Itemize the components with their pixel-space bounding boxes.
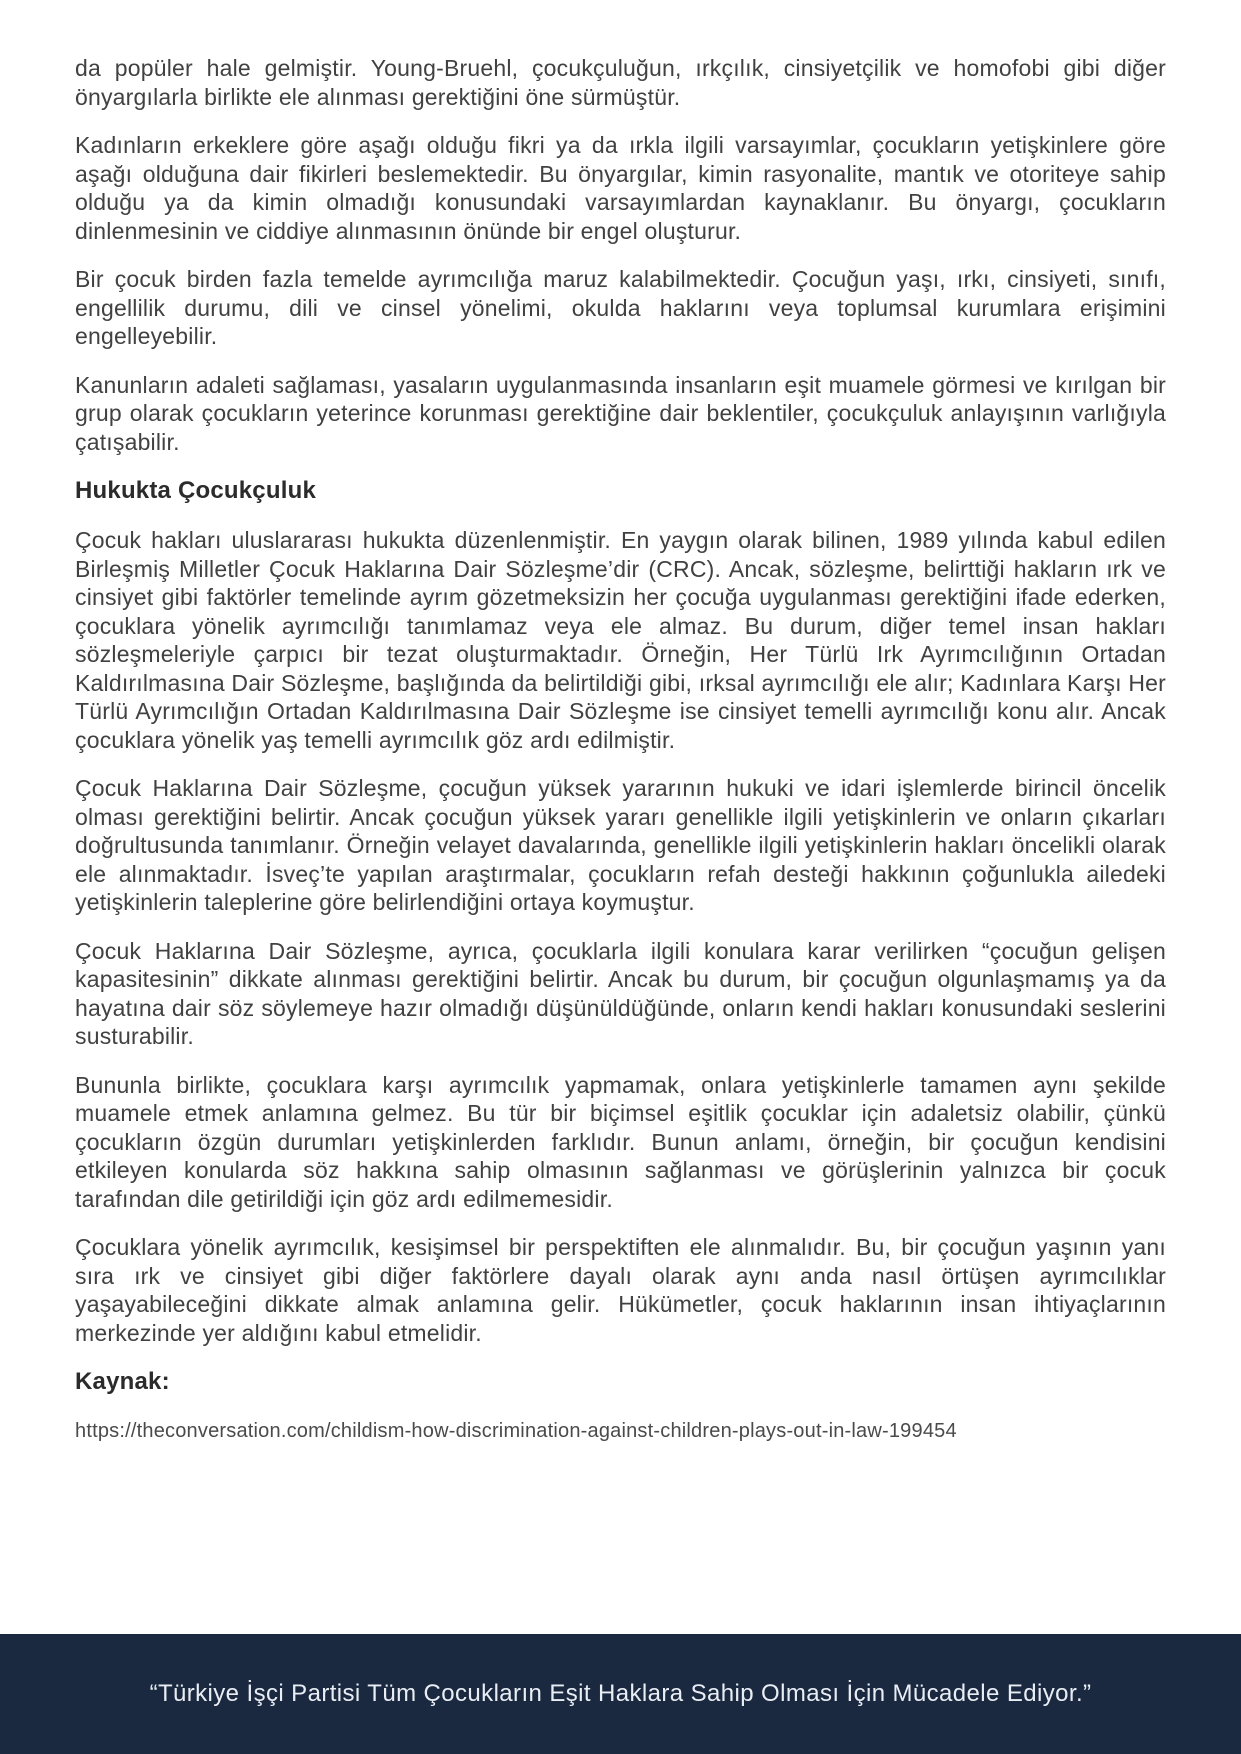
footer-banner [0,1634,1241,1754]
intro-paragraph-2: Kadınların erkeklere göre aşağı olduğu fikri ya da ırkla ilgili varsayımlar, çocukların yetişkinlere göre aşağı olduğuna dair fikirleri beslemektedir. Bu önyargılar, kimin rasyonalite, mantık ve otoriteye sahip olduğu ya da kimin olmadığı konusundaki varsayımlardan kaynaklanır. Bu önyargı, çocukların dinlenmesinin ve ciddiye alınmasının önünde bir engel oluşturur. [75,132,1166,244]
footer-slogan: “Türkiye İşçi Partisi Tüm Çocukların Eşit Haklara Sahip Olması İçin Mücadele Ediyor.” [149,1680,1092,1707]
source-heading: Kaynak: [75,1368,170,1395]
law-paragraph-2: Çocuk Haklarına Dair Sözleşme, çocuğun yüksek yararının hukuki ve idari işlemlerde birincil öncelik olması gerektiğini belirtir. Ancak çocuğun yüksek yararı genellikle ilgili yetişkinlerin ve onların çıkarları doğrultusunda tanımlanır. Örneğin velayet davalarında, genellikle ilgili yetişkinlerin hakları öncelikli olarak ele alınmaktadır. İsveç’te yapılan araştırmalar, çocukların refah desteği hakkının çoğunlukla ailedeki yetişkinlerin taleplerine göre belirlendiğini ortaya koymuştur. [75,775,1166,915]
section-heading-law: Hukukta Çocukçuluk [75,477,316,504]
law-paragraph-5: Çocuklara yönelik ayrımcılık, kesişimsel bir perspektiften ele alınmalıdır. Bu, bir çocuğun yaşının yanı sıra ırk ve cinsiyet gibi diğer faktörlere dayalı olarak aynı anda nasıl örtüşen ayrımcılıklar yaşayabileceğini dikkate almak anlamına gelir. Hükümetler, çocuk haklarının insan ihtiyaçlarının merkezinde yer aldığını kabul etmelidir. [75,1234,1166,1346]
intro-paragraph-1: da popüler hale gelmiştir. Young-Bruehl, çocukçuluğun, ırkçılık, cinsiyetçilik ve homofobi gibi diğer önyargılarla birlikte ele alınması gerektiğini öne sürmüştür. [75,55,1166,110]
law-paragraph-4: Bununla birlikte, çocuklara karşı ayrımcılık yapmamak, onlara yetişkinlerle tamamen aynı şekilde muamele etmek anlamına gelmez. Bu tür bir biçimsel eşitlik çocuklar için adaletsiz olabilir, çünkü çocukların özgün durumları yetişkinlerden farklıdır. Bunun anlamı, örneğin, bir çocuğun kendisini etkileyen konularda söz hakkına sahip olmasının sağlanması ve görüşlerinin yalnızca bir çocuk tarafından dile getirildiği için göz ardı edilmemesidir. [75,1071,1166,1212]
intro-paragraph-4: Kanunların adaleti sağlaması, yasaların uygulanmasında insanların eşit muamele görmesi ve kırılgan bir grup olarak çocukların yeterince korunması gerektiğine dair beklentiler, çocukçuluk anlayışının varlığıyla çatışabilir. [75,371,1166,455]
law-paragraph-1: Çocuk hakları uluslararası hukukta düzenlenmiştir. En yaygın olarak bilinen, 1989 yılında kabul edilen Birleşmiş Milletler Çocuk Haklarına Dair Sözleşme’dir (CRC). Ancak, sözleşme, belirttiği hakların ırk ve cinsiyet gibi faktörler temelinde ayrım gözetmeksizin her çocuğa uygulanması gerektiğini ifade ederken, çocuklara yönelik ayrımcılığı tanımlamaz veya ele almaz. Bu durum, diğer temel insan hakları sözleşmeleriyle çarpıcı bir tezat oluşturmaktadır. Örneğin, Her Türlü Irk Ayrımcılığının Ortadan Kaldırılmasına Dair Sözleşme, başlığında da belirtildiği gibi, ırksal ayrımcılığı ele alır; Kadınlara Karşı Her Türlü Ayrımcılığın Ortadan Kaldırılmasına Dair Sözleşme ise cinsiyet temelli ayrımcılığı konu alır. Ancak çocuklara yönelik yaş temelli ayrımcılık göz ardı edilmiştir. [75,527,1166,753]
source-url-link[interactable]: https://theconversation.com/childism-how-discrimination-against-children-plays-out-in-law-199454 [75,1420,957,1442]
intro-paragraph-3: Bir çocuk birden fazla temelde ayrımcılığa maruz kalabilmektedir. Çocuğun yaşı, ırkı, cinsiyeti, sınıfı, engellilik durumu, dili ve cinsel yönelimi, okulda haklarını veya toplumsal kurumlara erişimini engelleyebilir. [75,266,1166,349]
law-paragraph-3: Çocuk Haklarına Dair Sözleşme, ayrıca, çocuklarla ilgili konulara karar verilirken “çocuğun gelişen kapasitesinin” dikkate alınması gerektiğini belirtir. Ancak bu durum, bir çocuğun olgunlaşmamış ya da hayatına dair söz söylemeye hazır olmadığı düşünüldüğünde, onların kendi hakları konusundaki seslerini susturabilir. [75,937,1166,1049]
